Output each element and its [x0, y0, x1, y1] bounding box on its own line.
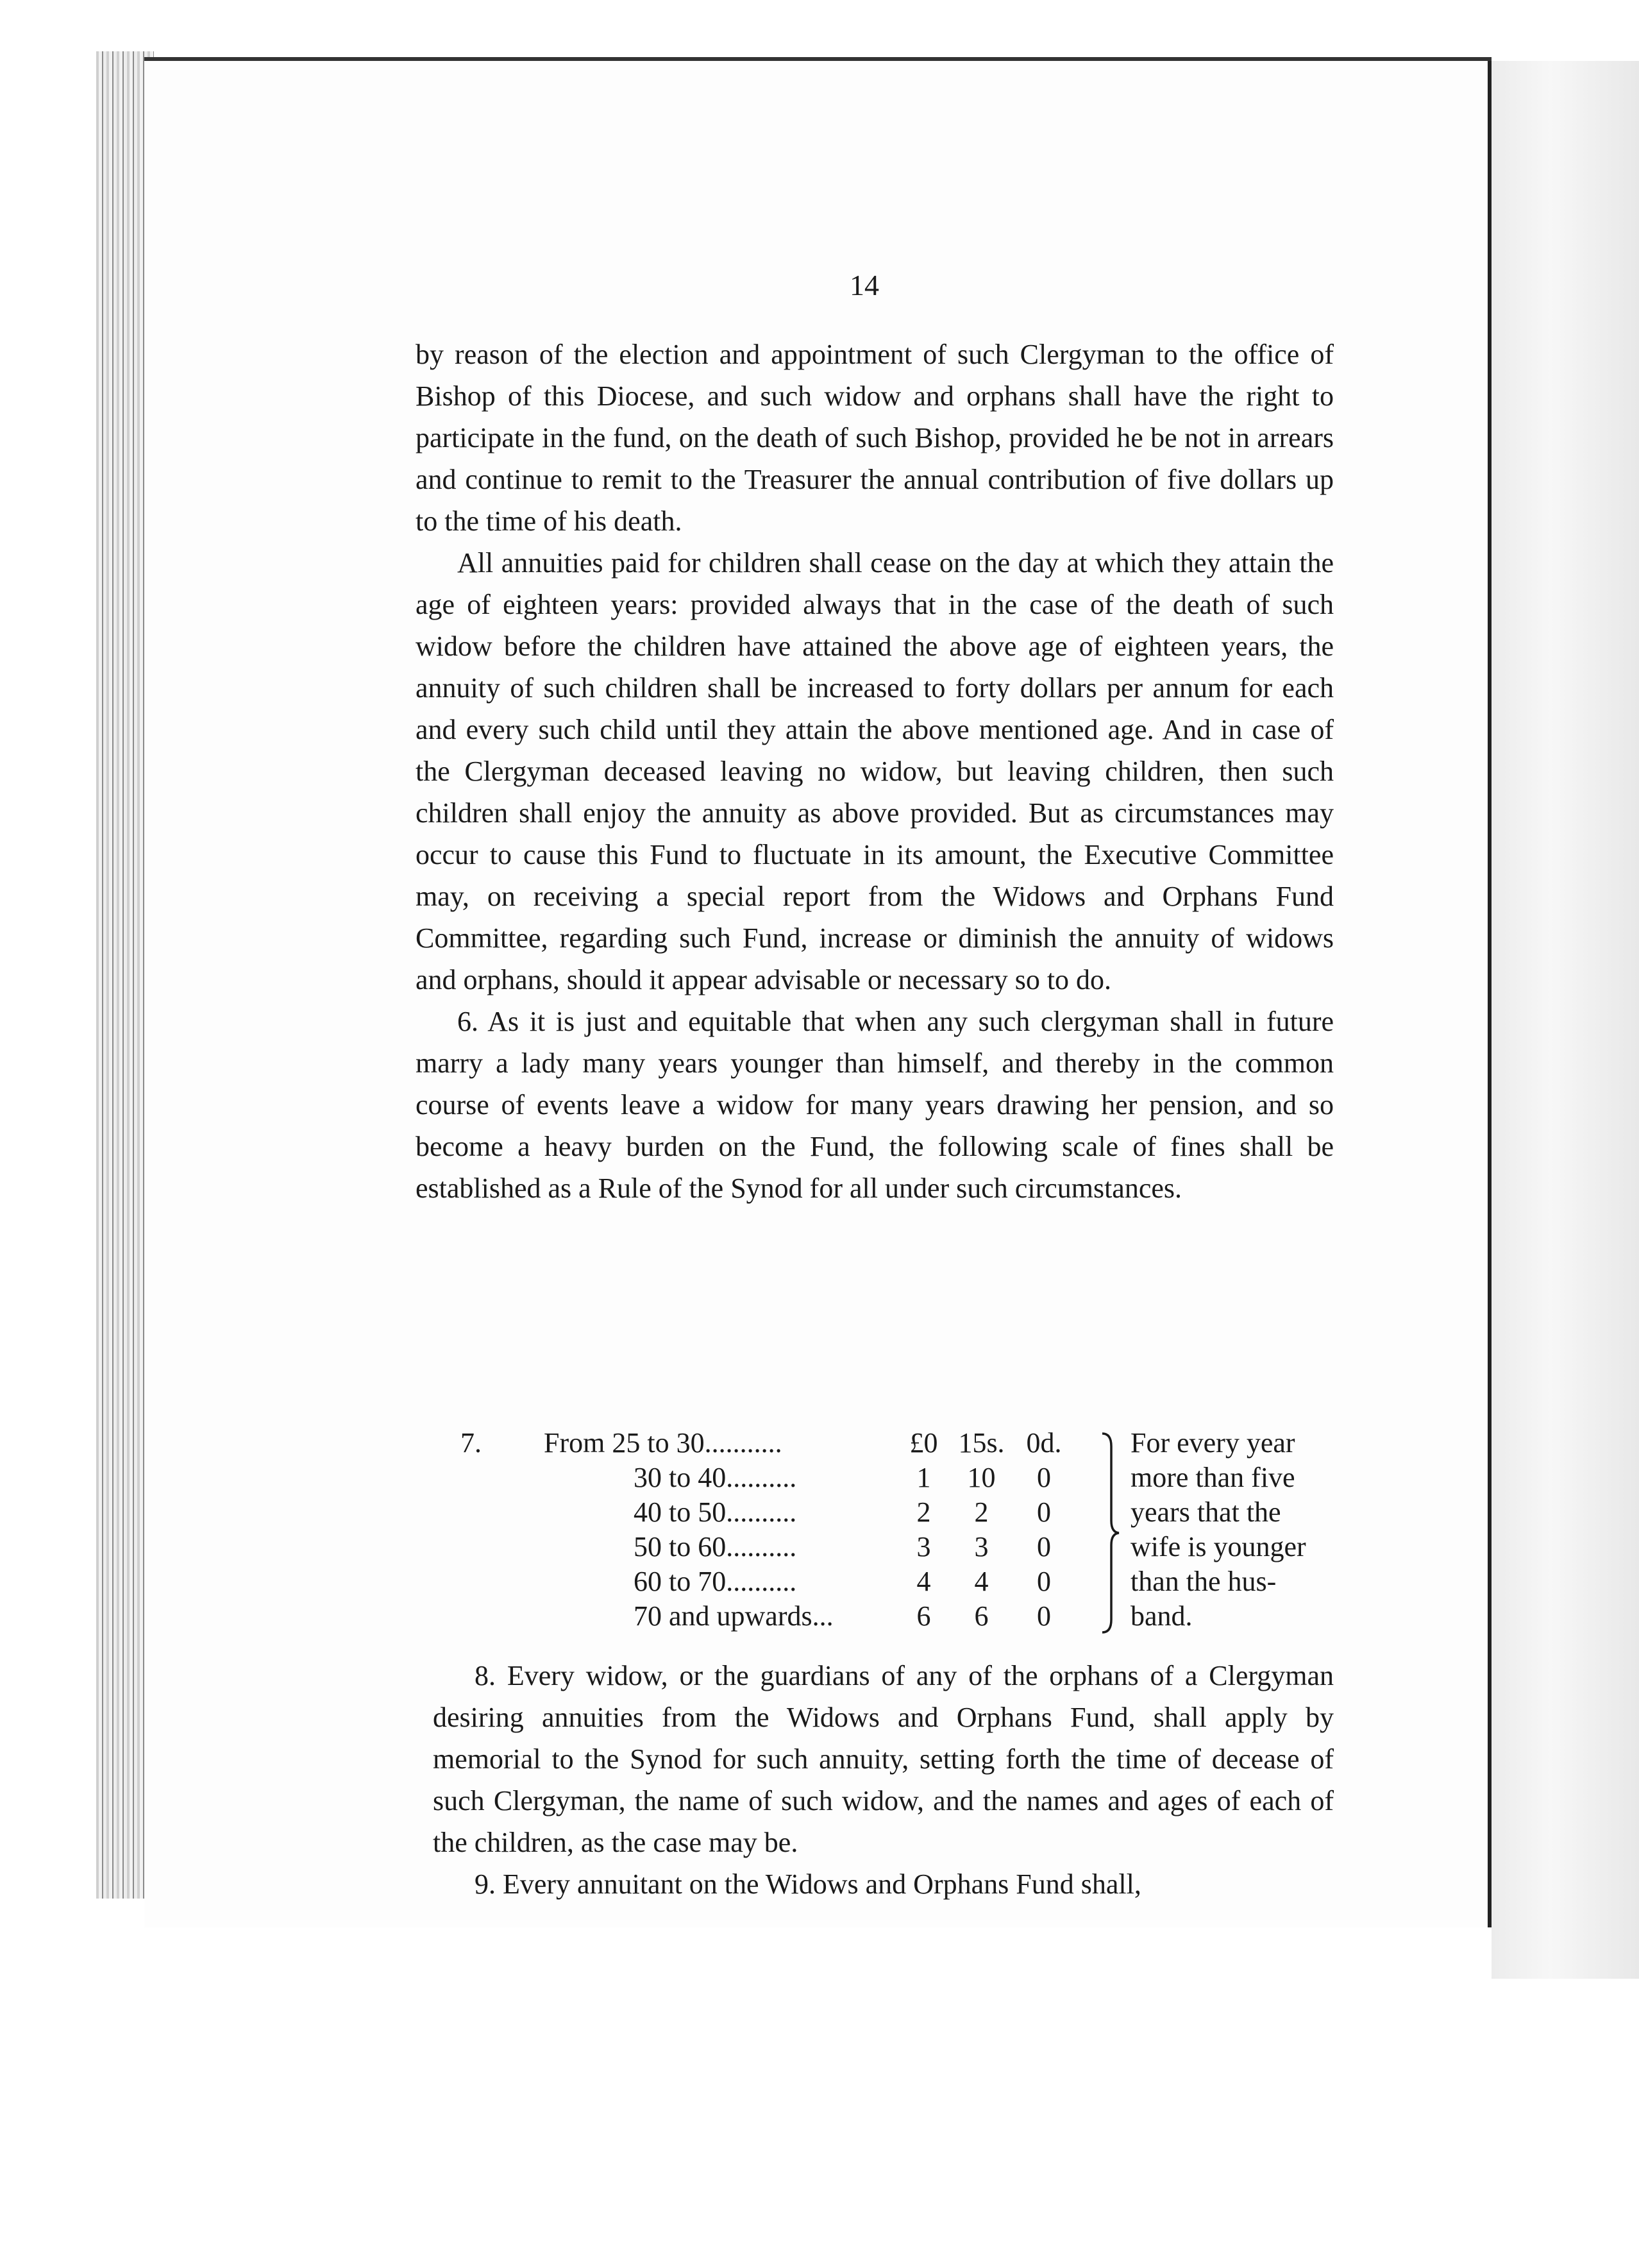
paragraph-rule-8: 8. Every widow, or the guardians of any of the orphans of a Clergyman desiring annuities from the Widows and Orphans Fund, shall apply by memorial to the Synod for such annuity, setting forth the time of decease of such Clergyman, the name of such widow, and the names and ages of each of the children, as the case may be.	[433, 1660, 1334, 1858]
fine-pence: 0	[1037, 1531, 1051, 1562]
note-line: than the hus-	[1130, 1566, 1277, 1597]
page-number: 14	[850, 269, 879, 301]
note-line: band.	[1130, 1600, 1193, 1632]
fine-pence: 0	[1037, 1600, 1051, 1632]
fines-scale-table	[460, 1426, 1332, 1634]
paragraph-rule-9: 9. Every annuitant on the Widows and Orphans Fund shall,	[475, 1868, 1141, 1900]
fine-pence: 0	[1037, 1462, 1051, 1493]
fine-shillings: 10	[967, 1462, 996, 1493]
facing-page-edge	[1492, 61, 1639, 1979]
rule-number: 7.	[460, 1427, 482, 1459]
paragraph-annuities: All annuities paid for children shall cease on the day at which they attain the age of eighteen years: provided always that in the case of the death of such widow before the children have attained the above age of eighteen years, the annuity of such children shall be increased to forty dollars per annum for each and every such child until they attain the above mentioned age. And in case of the Clergyman deceased leaving no widow, but leaving children, then such children shall enjoy the annuity as above provided. But as circumstances may occur to cause this Fund to fluctuate in its amount, the Executive Committee may, on receiving a special report from the Widows and Orphans Fund Committee, regarding such Fund, increase or diminish the annuity of widows and orphans, should it appear advisable or necessary so to do.	[416, 547, 1334, 995]
body-text-continued	[433, 1655, 1334, 1905]
fine-pence: 0d.	[1026, 1427, 1062, 1459]
note-line: For every year	[1130, 1427, 1295, 1459]
age-range: 40 to 50..........	[634, 1496, 797, 1528]
age-range: From 25 to 30...........	[544, 1427, 782, 1459]
age-range: 60 to 70..........	[634, 1566, 797, 1597]
fine-pounds: 1	[916, 1462, 931, 1493]
paragraph-continuation: by reason of the election and appointment of such Clergyman to the office of Bishop of this Diocese, and such widow and orphans shall have the right to participate in the fund, on the death of such Bishop, provided he be not in arrears and continue to remit to the Treasurer the annual contribution of five dollars up to the time of his death.	[416, 339, 1334, 537]
fine-shillings: 3	[974, 1531, 989, 1562]
fine-pounds: 6	[916, 1600, 931, 1632]
age-range: 70 and upwards...	[634, 1600, 834, 1632]
fine-note	[1130, 1426, 1342, 1634]
note-line: years that the	[1130, 1496, 1281, 1528]
fine-shillings: 6	[974, 1600, 989, 1632]
fine-shillings: 15s.	[958, 1427, 1005, 1459]
fine-shillings: 4	[974, 1566, 989, 1597]
age-range: 50 to 60..........	[634, 1531, 797, 1562]
fine-pence: 0	[1037, 1566, 1051, 1597]
age-range: 30 to 40..........	[634, 1462, 797, 1493]
fine-pounds: 2	[916, 1496, 931, 1528]
body-text	[416, 334, 1334, 1209]
note-line: more than five	[1130, 1462, 1295, 1493]
fine-pounds: £0	[909, 1427, 938, 1459]
note-line: wife is younger	[1130, 1531, 1306, 1562]
fine-pounds: 4	[916, 1566, 931, 1597]
fine-pence: 0	[1037, 1496, 1051, 1528]
scan-border-top	[0, 0, 1639, 58]
fine-shillings: 2	[974, 1496, 989, 1528]
fine-pounds: 3	[916, 1531, 931, 1562]
paragraph-rule-6: 6. As it is just and equitable that when any such clergyman shall in future marry a lady many years younger than himself, and thereby in the common course of events leave a widow for many years drawing her pension, and so become a heavy burden on the Fund, the following scale of fines shall be established as a Rule of the Synod for all under such circumstances.	[416, 1006, 1334, 1204]
curly-brace-icon	[1100, 1431, 1123, 1635]
